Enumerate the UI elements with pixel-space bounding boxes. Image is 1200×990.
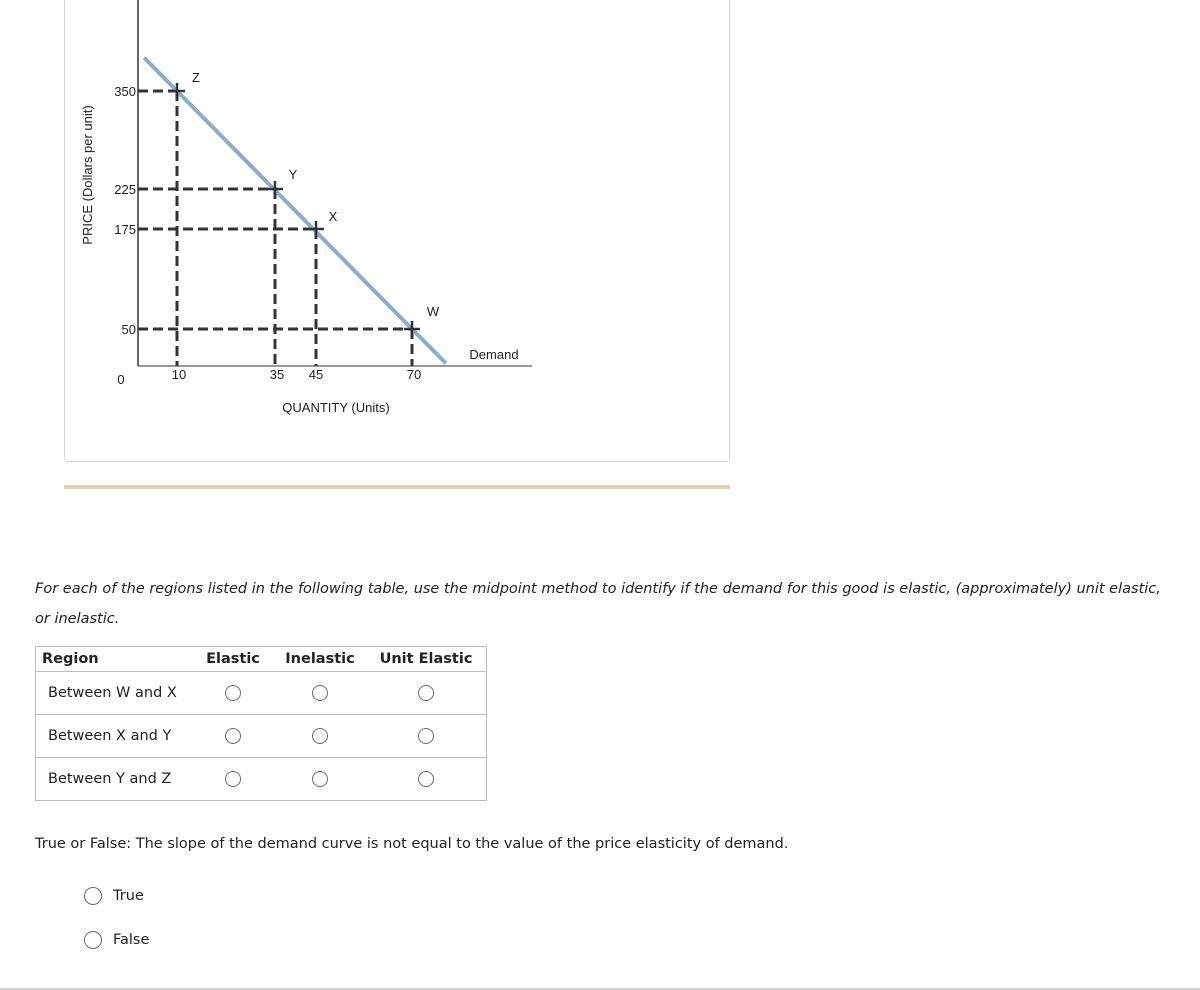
point-label-y: Y [288,167,298,182]
table-header-row [36,647,487,672]
radio-y-z-unit-elastic[interactable] [418,771,434,787]
choice-true-label: True [113,888,144,904]
y-tick-label: 225 [114,182,136,197]
demand-graph [0,0,1200,480]
choice-false[interactable] [84,931,149,949]
x-tick-label: 45 [308,367,324,382]
region-label: Between Y and Z [36,758,193,801]
choice-false-label: False [113,932,150,948]
y-tick-label: 50 [121,322,136,337]
radio-x-y-inelastic[interactable] [312,728,328,744]
region-label: Between W and X [36,672,193,715]
table-row [36,672,487,715]
origin-label: 0 [117,372,125,387]
radio-true[interactable] [84,887,102,905]
x-tick-label: 70 [406,367,422,382]
x-axis-title: QUANTITY (Units) [282,400,390,415]
table-row [36,715,487,758]
radio-y-z-elastic[interactable] [225,771,241,787]
table-row [36,758,487,801]
radio-w-x-unit-elastic[interactable] [418,685,434,701]
radio-x-y-unit-elastic[interactable] [418,728,434,744]
choice-true[interactable] [84,887,144,905]
point-label-z: Z [192,70,200,85]
radio-w-x-elastic[interactable] [225,685,241,701]
instructions-text: For each of the regions listed in the following table, use the midpoint method to identify if the demand for this good is elastic, (approximately) unit elastic, or inelastic. [35,581,1161,627]
header-unit-elastic: Unit Elastic [366,647,487,672]
radio-y-z-inelastic[interactable] [312,771,328,787]
axes [138,0,532,366]
radio-w-x-inelastic[interactable] [312,685,328,701]
demand-curve-line [144,58,446,364]
radio-x-y-elastic[interactable] [225,728,241,744]
true-false-question: True or False: The slope of the demand curve is not equal to the value of the price elasticity of demand. [35,836,789,852]
section-divider [64,485,730,489]
demand-curve-label: Demand [469,347,519,362]
header-elastic: Elastic [192,647,274,672]
radio-false[interactable] [84,931,102,949]
y-axis-title: PRICE (Dollars per unit) [80,105,95,245]
point-label-x: X [328,209,338,224]
y-tick-label: 175 [114,222,136,237]
header-region: Region [36,647,193,672]
chart-labels [80,70,519,415]
y-tick-label: 350 [114,84,136,99]
demand-curve-group [144,58,446,364]
x-tick-label: 35 [269,367,285,382]
region-label: Between X and Y [36,715,193,758]
elasticity-table [35,646,487,801]
point-label-w: W [426,304,440,319]
header-inelastic: Inelastic [274,647,366,672]
guide-lines [138,91,412,366]
x-tick-label: 10 [171,367,187,382]
